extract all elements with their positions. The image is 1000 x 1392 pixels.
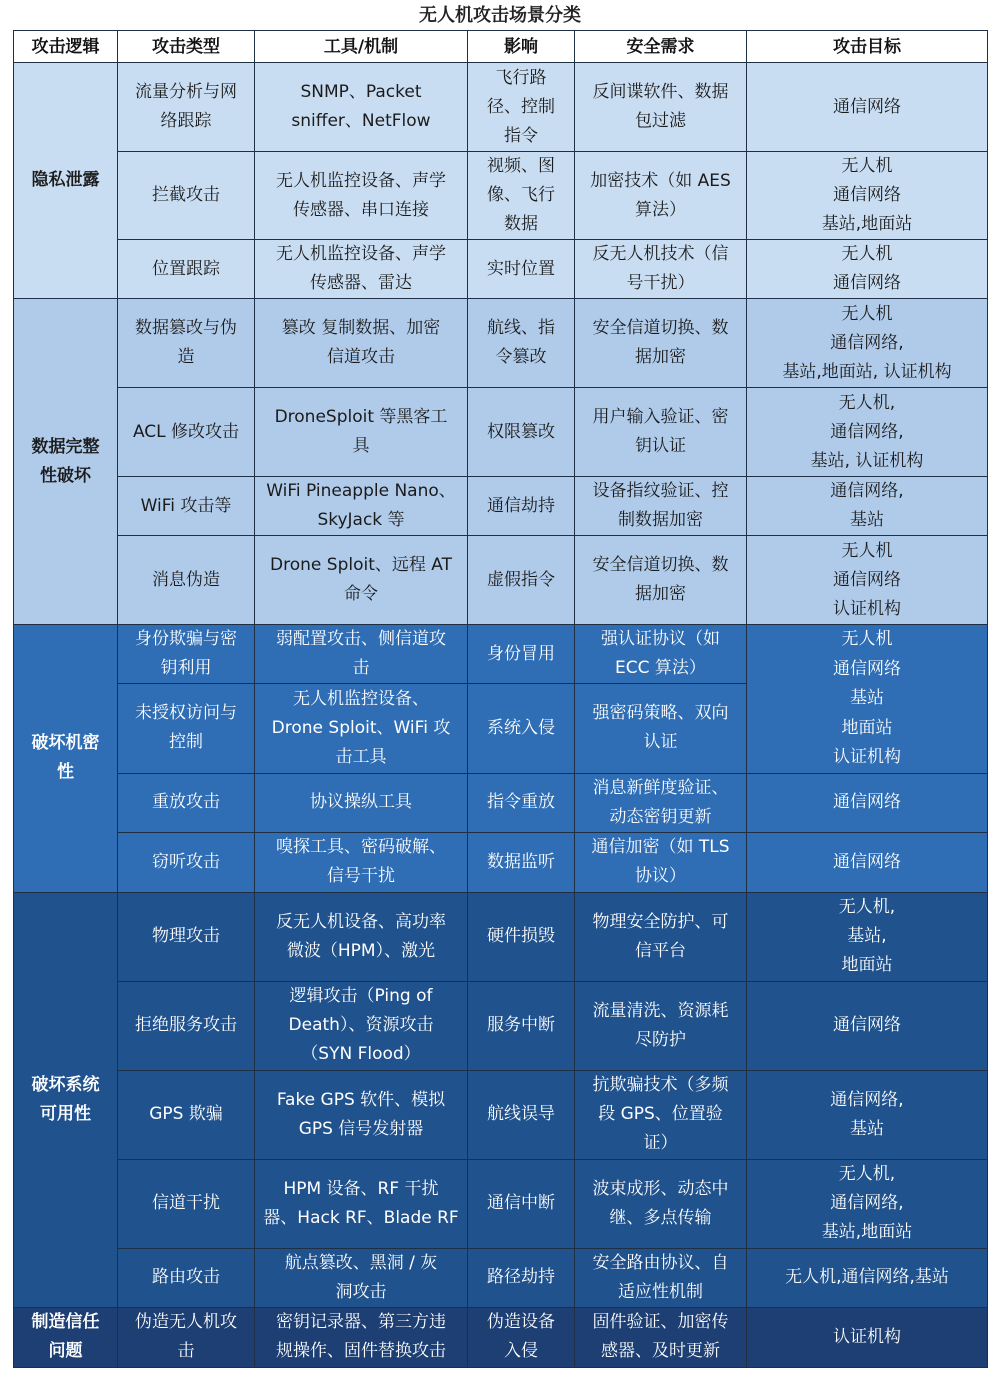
cell-type: GPS 欺骗 [118, 1070, 255, 1159]
category-trust-issue: 制造信任 问题 [14, 1307, 118, 1367]
table-row [14, 536, 988, 625]
cell-impact: 通信劫持 [468, 477, 575, 536]
cell-need: 物理安全防护、可 信平台 [575, 892, 747, 981]
table-row [14, 1248, 988, 1307]
table-row [14, 152, 988, 240]
header-security-need: 安全需求 [575, 31, 747, 63]
cell-target: 无人机 通信网络 认证机构 [747, 536, 988, 625]
header-attack-target: 攻击目标 [747, 31, 988, 63]
cell-tools: Fake GPS 软件、模拟 GPS 信号发射器 [255, 1070, 468, 1159]
cell-type: 信道干扰 [118, 1159, 255, 1248]
cell-target: 无人机 通信网络 基站,地面站 [747, 152, 988, 240]
table-title: 无人机攻击场景分类 [419, 5, 581, 26]
cell-tools: 航点篡改、黑洞 / 灰 洞攻击 [255, 1248, 468, 1307]
cell-impact: 权限篡改 [468, 388, 575, 477]
cell-type: 重放攻击 [118, 773, 255, 832]
table-row [14, 477, 988, 536]
cell-tools: SNMP、Packet sniffer、NetFlow [255, 63, 468, 152]
table-row [14, 388, 988, 477]
cell-need: 安全信道切换、数 据加密 [575, 299, 747, 388]
cell-need: 波束成形、动态中 继、多点传输 [575, 1159, 747, 1248]
cell-tools: 密钥记录器、第三方违 规操作、固件替换攻击 [255, 1307, 468, 1367]
cell-impact: 系统入侵 [468, 684, 575, 773]
cell-impact: 实时位置 [468, 240, 575, 299]
cell-type: 物理攻击 [118, 892, 255, 981]
cell-need: 流量清洗、资源耗 尽防护 [575, 981, 747, 1070]
cell-tools: WiFi Pineapple Nano、 SkyJack 等 [255, 477, 468, 536]
cell-impact: 视频、图 像、飞行 数据 [468, 152, 575, 240]
category-availability: 破坏系统 可用性 [14, 892, 118, 1307]
cell-target: 通信网络, 基站 [747, 477, 988, 536]
cell-impact: 飞行路 径、控制 指令 [468, 63, 575, 152]
cell-type: 伪造无人机攻 击 [118, 1307, 255, 1367]
cell-need: 反无人机技术（信 号干扰） [575, 240, 747, 299]
cell-type: ACL 修改攻击 [118, 388, 255, 477]
cell-impact: 虚假指令 [468, 536, 575, 625]
cell-impact: 指令重放 [468, 773, 575, 832]
cell-tools: 嗅探工具、密码破解、 信号干扰 [255, 832, 468, 892]
table-row [14, 832, 988, 892]
cell-type: 拒绝服务攻击 [118, 981, 255, 1070]
table-row [14, 299, 988, 388]
cell-impact: 通信中断 [468, 1159, 575, 1248]
cell-need: 抗欺骗技术（多频 段 GPS、位置验 证） [575, 1070, 747, 1159]
cell-target: 通信网络 [747, 981, 988, 1070]
cell-impact: 路径劫持 [468, 1248, 575, 1307]
cell-target: 无人机 通信网络, 基站,地面站, 认证机构 [747, 299, 988, 388]
cell-need: 用户输入验证、密 钥认证 [575, 388, 747, 477]
cell-impact: 服务中断 [468, 981, 575, 1070]
cell-target: 无人机, 通信网络, 基站, 认证机构 [747, 388, 988, 477]
header-attack-logic: 攻击逻辑 [14, 31, 118, 63]
cell-type: 路由攻击 [118, 1248, 255, 1307]
header-tools: 工具/机制 [255, 31, 468, 63]
header-impact: 影响 [468, 31, 575, 63]
cell-impact: 数据监听 [468, 832, 575, 892]
table-row [14, 625, 988, 684]
cell-impact: 身份冒用 [468, 625, 575, 684]
table-row [14, 1070, 988, 1159]
cell-target-shared: 无人机 通信网络 基站 地面站 认证机构 [747, 625, 988, 774]
cell-target: 通信网络 [747, 832, 988, 892]
cell-type: 位置跟踪 [118, 240, 255, 299]
cell-target: 无人机, 通信网络, 基站,地面站 [747, 1159, 988, 1248]
table-row [14, 892, 988, 981]
header-row [14, 31, 988, 63]
cell-tools: HPM 设备、RF 干扰 器、Hack RF、Blade RF [255, 1159, 468, 1248]
cell-tools: 无人机监控设备、 Drone Sploit、WiFi 攻 击工具 [255, 684, 468, 773]
cell-tools: DroneSploit 等黑客工 具 [255, 388, 468, 477]
cell-type: 未授权访问与 控制 [118, 684, 255, 773]
cell-impact: 伪造设备 入侵 [468, 1307, 575, 1367]
cell-impact: 航线误导 [468, 1070, 575, 1159]
table-row [14, 1159, 988, 1248]
cell-tools: 反无人机设备、高功率 微波（HPM）、激光 [255, 892, 468, 981]
cell-tools: 逻辑攻击（Ping of Death）、资源攻击 （SYN Flood） [255, 981, 468, 1070]
cell-type: 消息伪造 [118, 536, 255, 625]
cell-type: 数据篡改与伪 造 [118, 299, 255, 388]
cell-tools: Drone Sploit、远程 AT 命令 [255, 536, 468, 625]
cell-target: 通信网络, 基站 [747, 1070, 988, 1159]
table-row [14, 773, 988, 832]
table-row [14, 63, 988, 152]
attack-scenario-table [13, 30, 988, 1368]
cell-need: 强认证协议（如 ECC 算法） [575, 625, 747, 684]
category-confidentiality: 破坏机密 性 [14, 625, 118, 893]
cell-need: 消息新鲜度验证、 动态密钥更新 [575, 773, 747, 832]
cell-tools: 篡改 复制数据、加密 信道攻击 [255, 299, 468, 388]
cell-tools: 弱配置攻击、侧信道攻 击 [255, 625, 468, 684]
cell-target: 无人机 通信网络 [747, 240, 988, 299]
category-privacy-leak: 隐私泄露 [14, 63, 118, 299]
cell-need: 强密码策略、双向 认证 [575, 684, 747, 773]
cell-type: 身份欺骗与密 钥利用 [118, 625, 255, 684]
cell-impact: 航线、指 令篡改 [468, 299, 575, 388]
cell-tools: 无人机监控设备、声学 传感器、串口连接 [255, 152, 468, 240]
table-row [14, 981, 988, 1070]
cell-need: 通信加密（如 TLS 协议） [575, 832, 747, 892]
cell-type: WiFi 攻击等 [118, 477, 255, 536]
cell-target: 通信网络 [747, 773, 988, 832]
cell-impact: 硬件损毁 [468, 892, 575, 981]
cell-need: 加密技术（如 AES 算法） [575, 152, 747, 240]
cell-need: 设备指纹验证、控 制数据加密 [575, 477, 747, 536]
cell-need: 固件验证、加密传 感器、及时更新 [575, 1307, 747, 1367]
cell-tools: 协议操纵工具 [255, 773, 468, 832]
header-attack-type: 攻击类型 [118, 31, 255, 63]
cell-target: 通信网络 [747, 63, 988, 152]
cell-need: 安全信道切换、数 据加密 [575, 536, 747, 625]
category-data-integrity: 数据完整 性破坏 [14, 299, 118, 625]
cell-type: 流量分析与网 络跟踪 [118, 63, 255, 152]
table-row [14, 240, 988, 299]
cell-target: 认证机构 [747, 1307, 988, 1367]
cell-need: 安全路由协议、自 适应性机制 [575, 1248, 747, 1307]
cell-type: 窃听攻击 [118, 832, 255, 892]
cell-type: 拦截攻击 [118, 152, 255, 240]
cell-need: 反间谍软件、数据 包过滤 [575, 63, 747, 152]
table-row [14, 1307, 988, 1367]
cell-tools: 无人机监控设备、声学 传感器、雷达 [255, 240, 468, 299]
cell-target: 无人机,通信网络,基站 [747, 1248, 988, 1307]
cell-target: 无人机, 基站, 地面站 [747, 892, 988, 981]
